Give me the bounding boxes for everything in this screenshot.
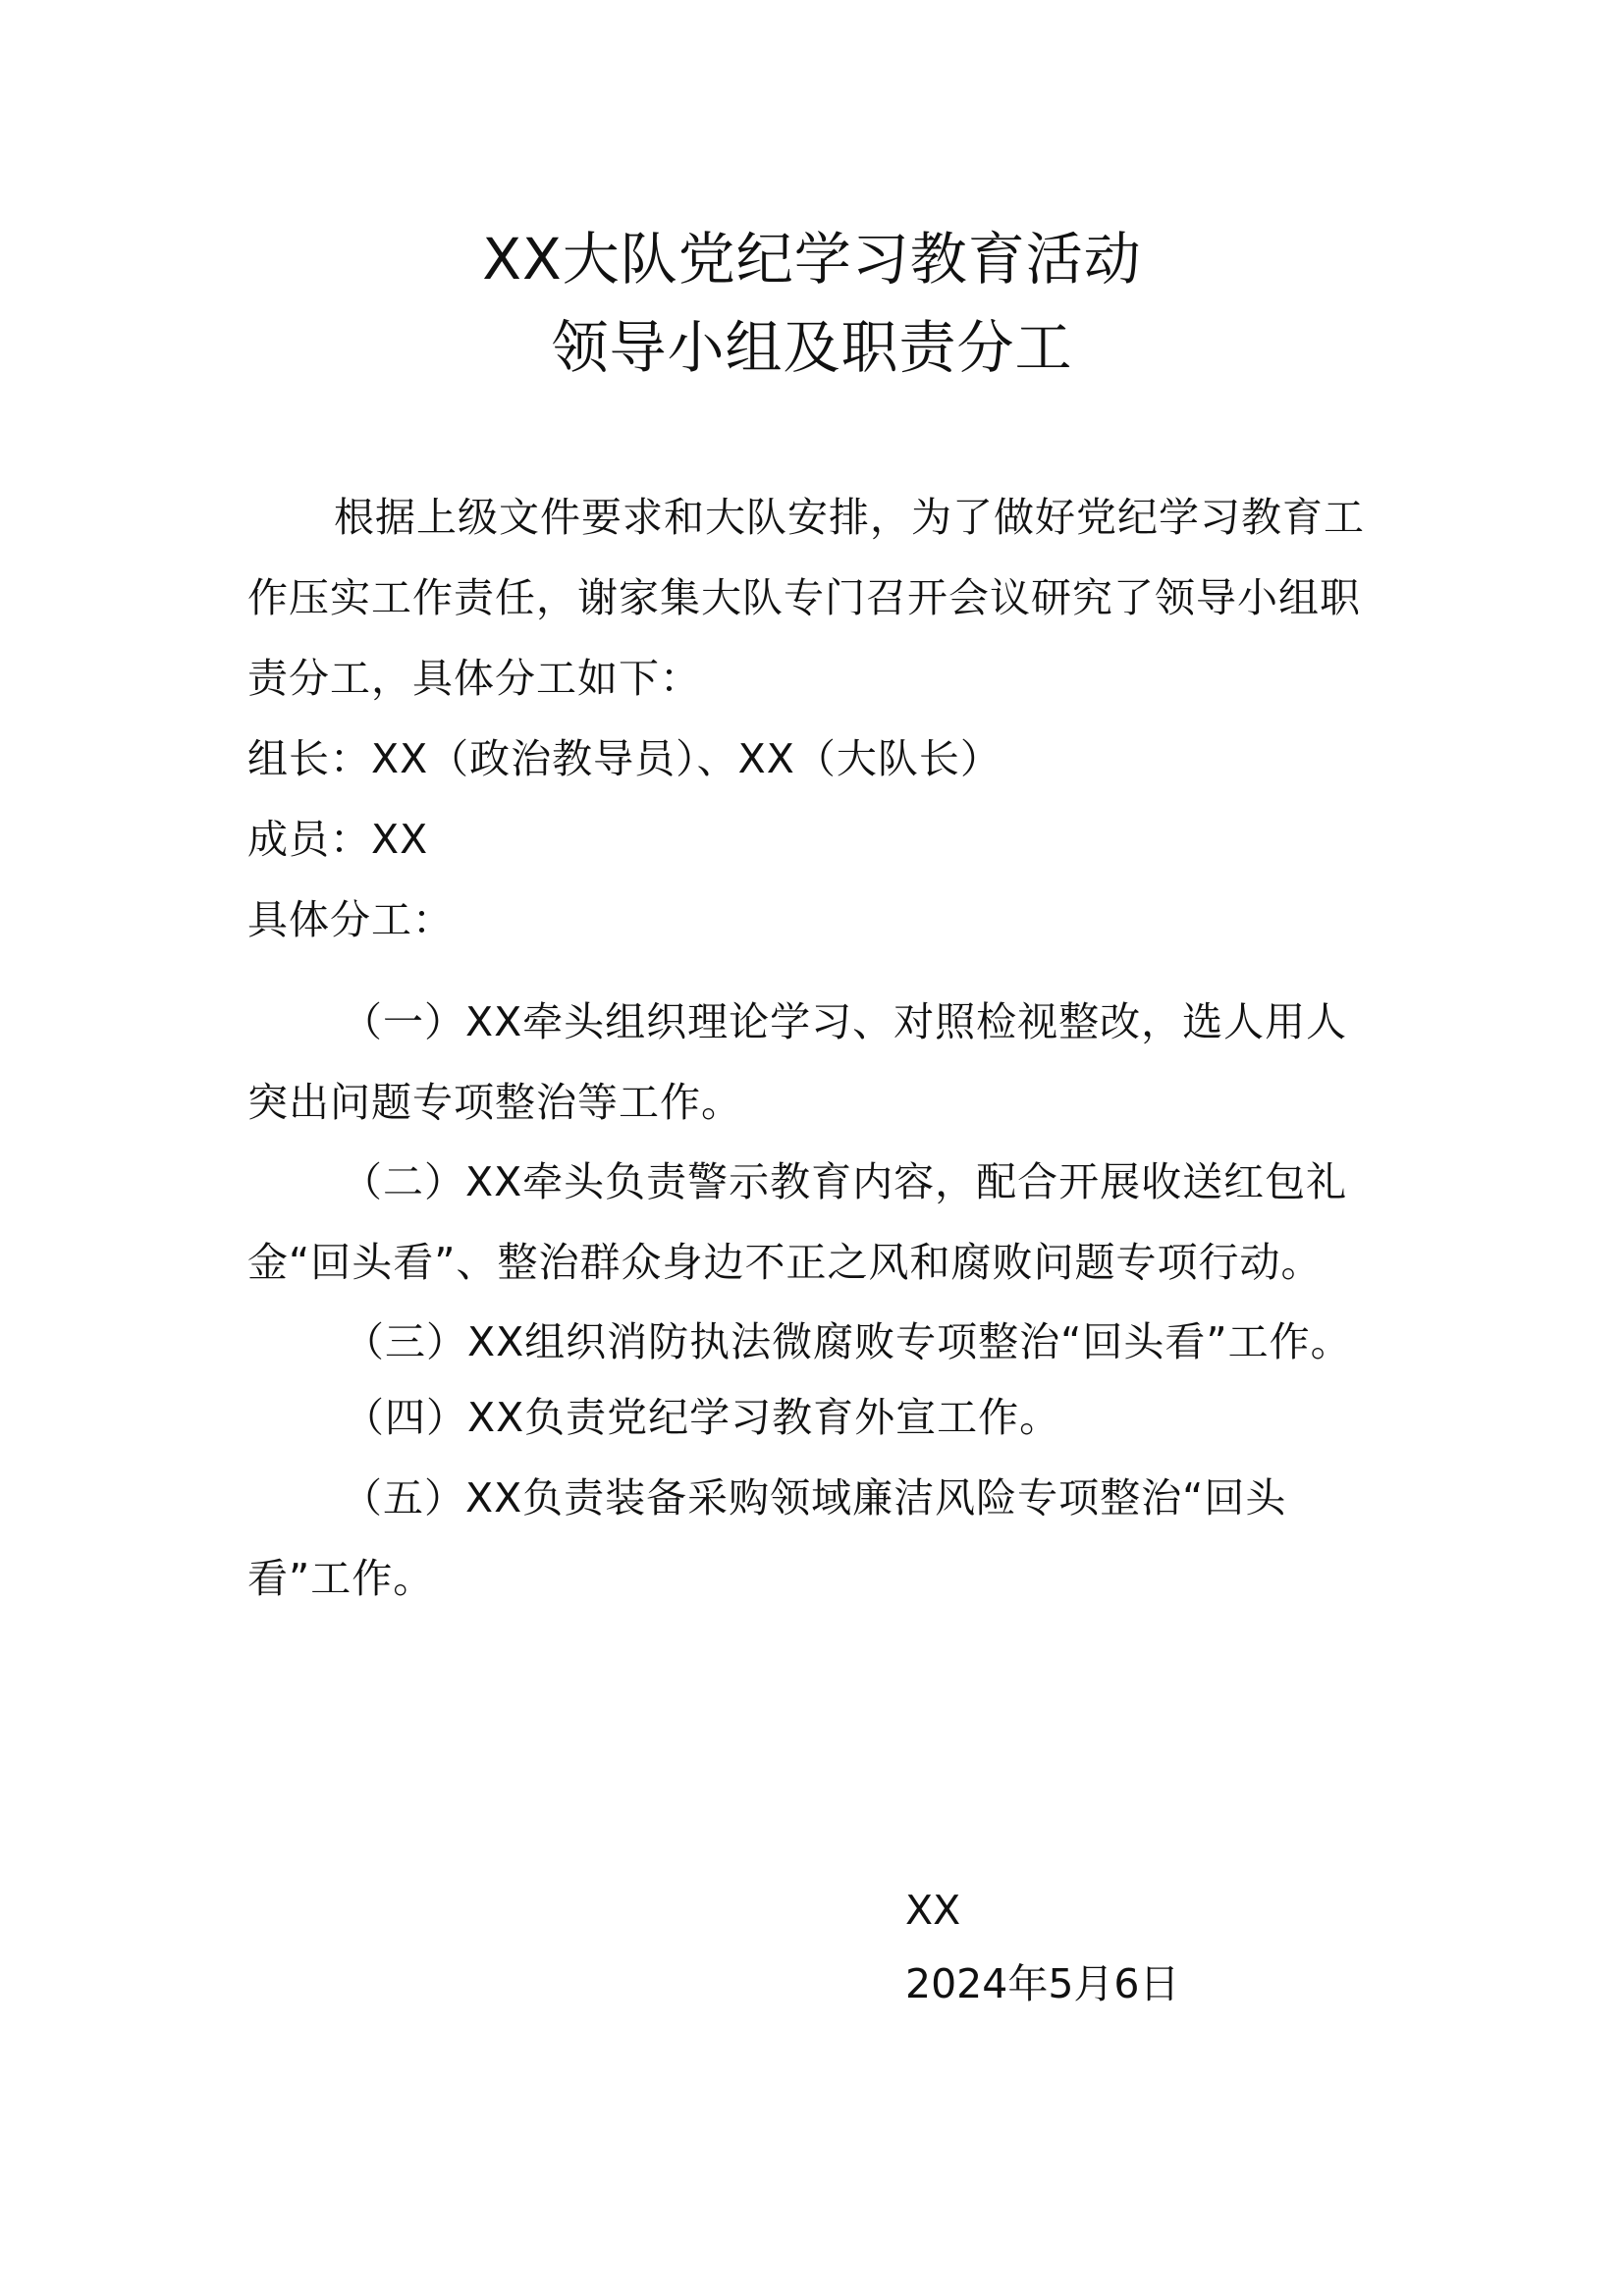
duty-item: （三）XX组织消防执法微腐败专项整治“回头看”工作。: [344, 1318, 1352, 1365]
leader-line: 组长：XX（政治教导员）、XX（大队长）: [247, 735, 1001, 782]
document-title-line-2: 领导小组及职责分工: [551, 314, 1073, 381]
document-title-line-1: XX大队党纪学习教育活动: [482, 226, 1142, 293]
members-line: 成员：XX: [247, 816, 429, 863]
duty-item: （五）XX负责装备采购领域廉洁风险专项整治“回头看”工作。: [247, 1474, 1287, 1602]
division-heading: 具体分工：: [247, 896, 454, 943]
signature-organization: XX: [905, 1887, 961, 1934]
intro-paragraph: 根据上级文件要求和大队安排，为了做好党纪学习教育工作压实工作责任，谢家集大队专门召开会议研究了领导小组职责分工，具体分工如下：: [247, 494, 1365, 702]
duty-item: （二）XX牵头负责警示教育内容，配合开展收送红包礼金“回头看”、整治群众身边不正之风和腐败问题专项行动。: [247, 1158, 1348, 1286]
signature-date: 2024年5月6日: [905, 1960, 1180, 2007]
duty-item: （四）XX负责党纪学习教育外宣工作。: [344, 1394, 1061, 1441]
duty-item: （一）XX牵头组织理论学习、对照检视整改，选人用人突出问题专项整治等工作。: [247, 998, 1348, 1126]
